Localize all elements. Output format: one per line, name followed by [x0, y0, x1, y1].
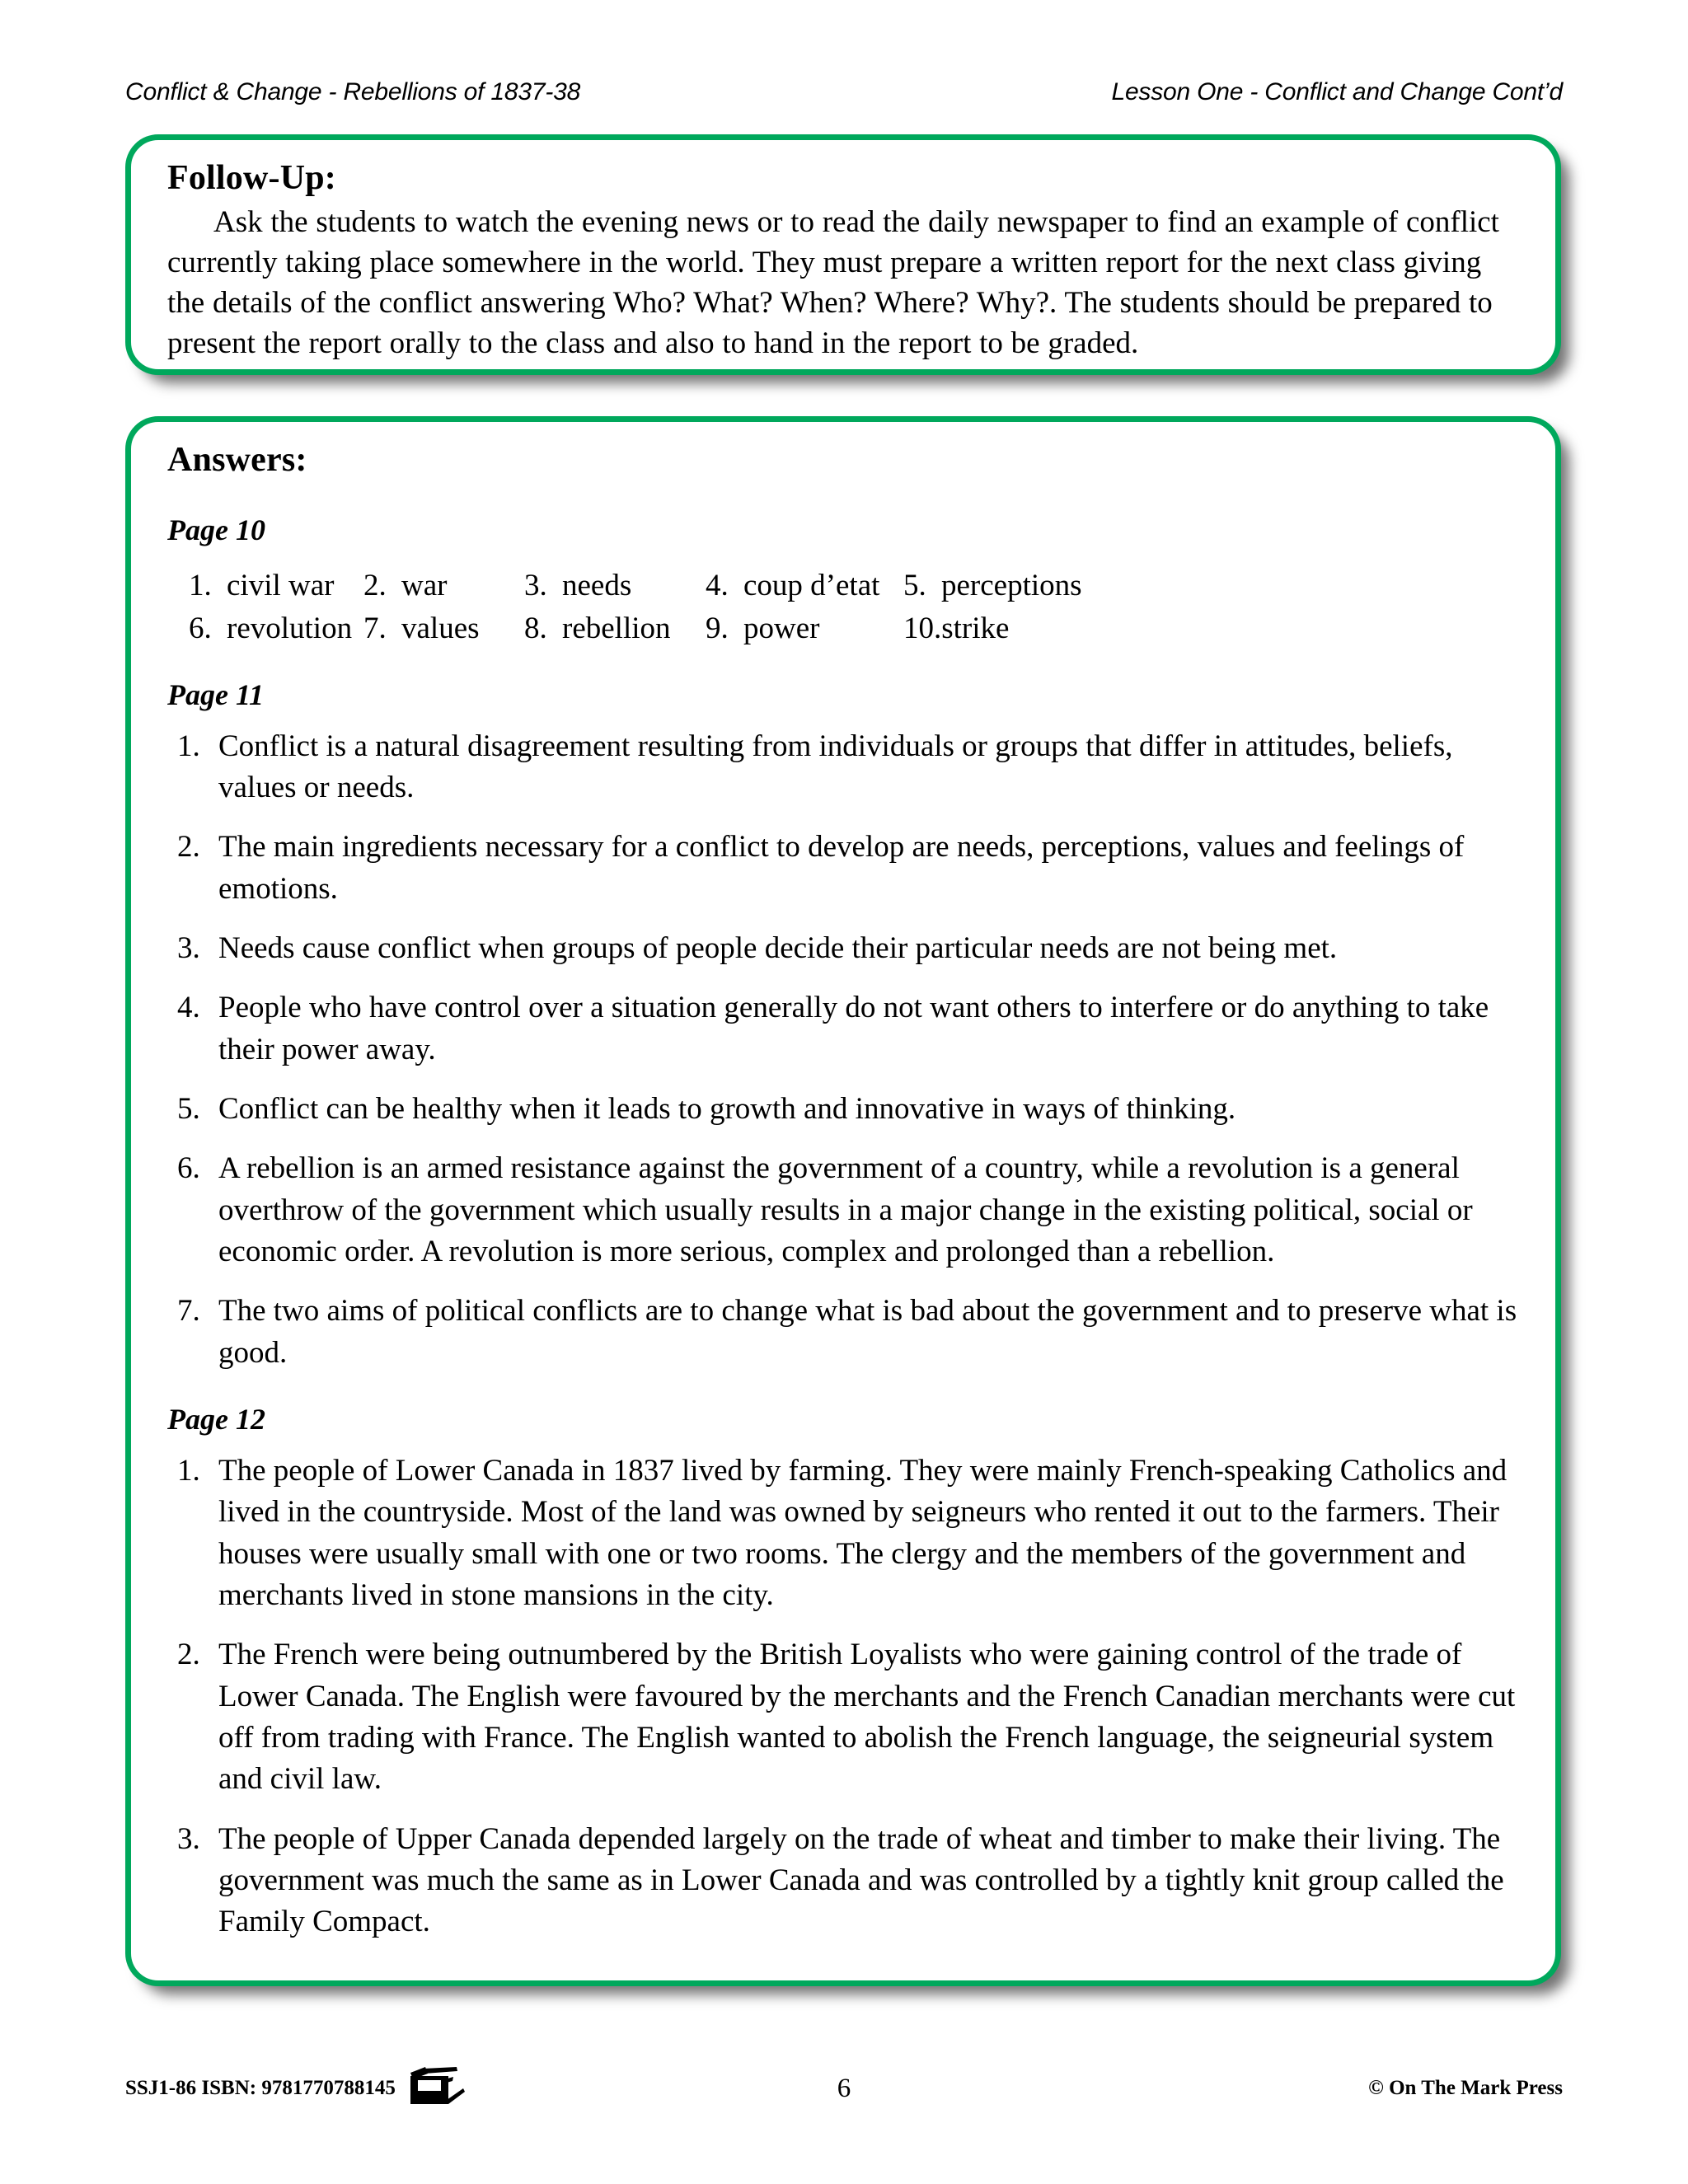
answer-cell: [903, 607, 1118, 649]
answer-number: 9.: [706, 611, 729, 645]
answer-number: 3.: [177, 931, 200, 966]
answers-title: Answers:: [167, 441, 307, 479]
answer-row: [189, 565, 1519, 607]
answer-text: coup d’etat: [743, 569, 880, 603]
list-item: [167, 1291, 1519, 1374]
list-item: [167, 1819, 1519, 1943]
answer-text: The people of Lower Canada in 1837 lived by farming. They were mainly French-speaking Catholics and lived in the countryside. Most of the land was owned by seigneurs who rented it out to the farmers. Their houses were usually small with one or two rooms. The clergy and the members of the government and merchants lived in stone mansions in the city.: [218, 1454, 1507, 1612]
answer-number: 5.: [177, 1091, 200, 1126]
list-item: [167, 987, 1519, 1071]
answer-number: 4.: [177, 991, 200, 1025]
list-item: [167, 928, 1519, 969]
page-12-answer-list: [167, 1451, 1519, 1943]
follow-up-panel: [125, 134, 1561, 375]
answer-number: 10.: [903, 611, 942, 645]
answer-cell: [363, 607, 524, 649]
list-item: [167, 726, 1519, 809]
answer-cell: [706, 565, 903, 607]
running-head-right: Lesson One - Conflict and Change Cont’d: [1111, 78, 1563, 105]
answer-cell: [524, 565, 706, 607]
answer-text: The main ingredients necessary for a conflict to develop are needs, perceptions, values and feelings of emotions.: [218, 830, 1465, 906]
answer-text: The people of Upper Canada depended largely on the trade of wheat and timber to make their living. The government was much the same as in Lower Canada and was controlled by a tightly knit group called the Family Compact.: [218, 1821, 1504, 1939]
answer-text: Conflict can be healthy when it leads to growth and innovative in ways of thinking.: [218, 1091, 1236, 1126]
follow-up-title: Follow-Up:: [167, 159, 336, 197]
answer-text: rebellion: [562, 611, 671, 645]
answer-text: war: [401, 569, 448, 603]
answer-text: civil war: [227, 569, 335, 603]
answer-number: 2.: [363, 569, 387, 603]
answer-number: 7.: [363, 611, 387, 645]
answer-cell: [189, 565, 363, 607]
answer-number: 2.: [177, 1638, 200, 1672]
answer-text: People who have control over a situation generally do not want others to interfere or do anything to take their power away.: [218, 991, 1489, 1066]
answer-text: The two aims of political conflicts are to change what is bad about the government and to preserve what is good.: [218, 1294, 1517, 1370]
footer-copyright: © On The Mark Press: [1368, 2077, 1563, 2099]
answer-text: Needs cause conflict when groups of people decide their particular needs are not being met.: [218, 931, 1338, 966]
answer-text: strike: [941, 611, 1010, 645]
answer-number: 6.: [189, 611, 212, 645]
answer-text: The French were being outnumbered by the British Loyalists who were gaining control of the trade of Lower Canada. The English were favoured by the merchants and the French Canadian merchants were cut off from trading with France. The English wanted to abolish the French language, the seigneurial system and civil law.: [218, 1638, 1516, 1797]
footer-isbn-code: SSJ1-86 ISBN: 9781770788145: [125, 2077, 396, 2099]
answer-cell: [189, 607, 363, 649]
answer-number: 1.: [189, 569, 212, 603]
answer-number: 8.: [524, 611, 547, 645]
list-item: [167, 1634, 1519, 1800]
answer-cell: [363, 565, 524, 607]
answer-text: perceptions: [941, 569, 1082, 603]
answer-number: 1.: [177, 1454, 200, 1488]
page-10-answer-grid: [189, 565, 1519, 649]
answer-text: needs: [562, 569, 632, 603]
running-head: [125, 78, 1563, 115]
answers-panel: [125, 416, 1561, 1986]
answer-cell: [903, 565, 1118, 607]
list-item: [167, 1148, 1519, 1272]
answer-cell: [524, 607, 706, 649]
answer-text: Conflict is a natural disagreement resulting from individuals or groups that differ in attitudes, beliefs, values or needs.: [218, 729, 1453, 805]
answer-cell: [706, 607, 903, 649]
answer-number: 1.: [177, 729, 200, 763]
answer-number: 3.: [177, 1821, 200, 1856]
list-item: [167, 1089, 1519, 1130]
list-item: [167, 1451, 1519, 1616]
section-label-page-11: Page 11: [167, 677, 264, 711]
answer-number: 5.: [903, 569, 926, 603]
answer-number: 6.: [177, 1151, 200, 1186]
follow-up-panel-body: [131, 140, 1555, 373]
section-label-page-12: Page 12: [167, 1402, 265, 1436]
section-label-page-10: Page 10: [167, 513, 265, 547]
answer-text: power: [743, 611, 820, 645]
answer-text: A rebellion is an armed resistance against the government of a country, while a revolution is a general overthrow of the government which usually results in a major change in the existing political, social or economic order. A revolution is more serious, complex and prolonged than a rebellion.: [218, 1151, 1473, 1268]
page-11-answer-list: [167, 726, 1519, 1374]
answer-number: 3.: [524, 569, 547, 603]
answer-text: revolution: [227, 611, 353, 645]
answer-number: 7.: [177, 1294, 200, 1329]
answers-panel-body: [131, 422, 1555, 1951]
answer-text: values: [401, 611, 480, 645]
answer-number: 2.: [177, 830, 200, 865]
running-head-left: Conflict & Change - Rebellions of 1837-38: [125, 78, 581, 105]
footer-page-number: 6: [837, 2073, 851, 2103]
follow-up-paragraph: Ask the students to watch the evening news or to read the daily newspaper to find an example of conflict currently taking place somewhere in the world. They must prepare a written report for the next class giving the details of the conflict answering Who? What? When? Where? Why?. The students should be prepared to present the report orally to the class and also to hand in the report to be graded.: [167, 205, 1499, 360]
answer-number: 4.: [706, 569, 729, 603]
list-item: [167, 827, 1519, 910]
page-footer: [125, 2064, 1563, 2113]
answer-row: [189, 607, 1519, 649]
